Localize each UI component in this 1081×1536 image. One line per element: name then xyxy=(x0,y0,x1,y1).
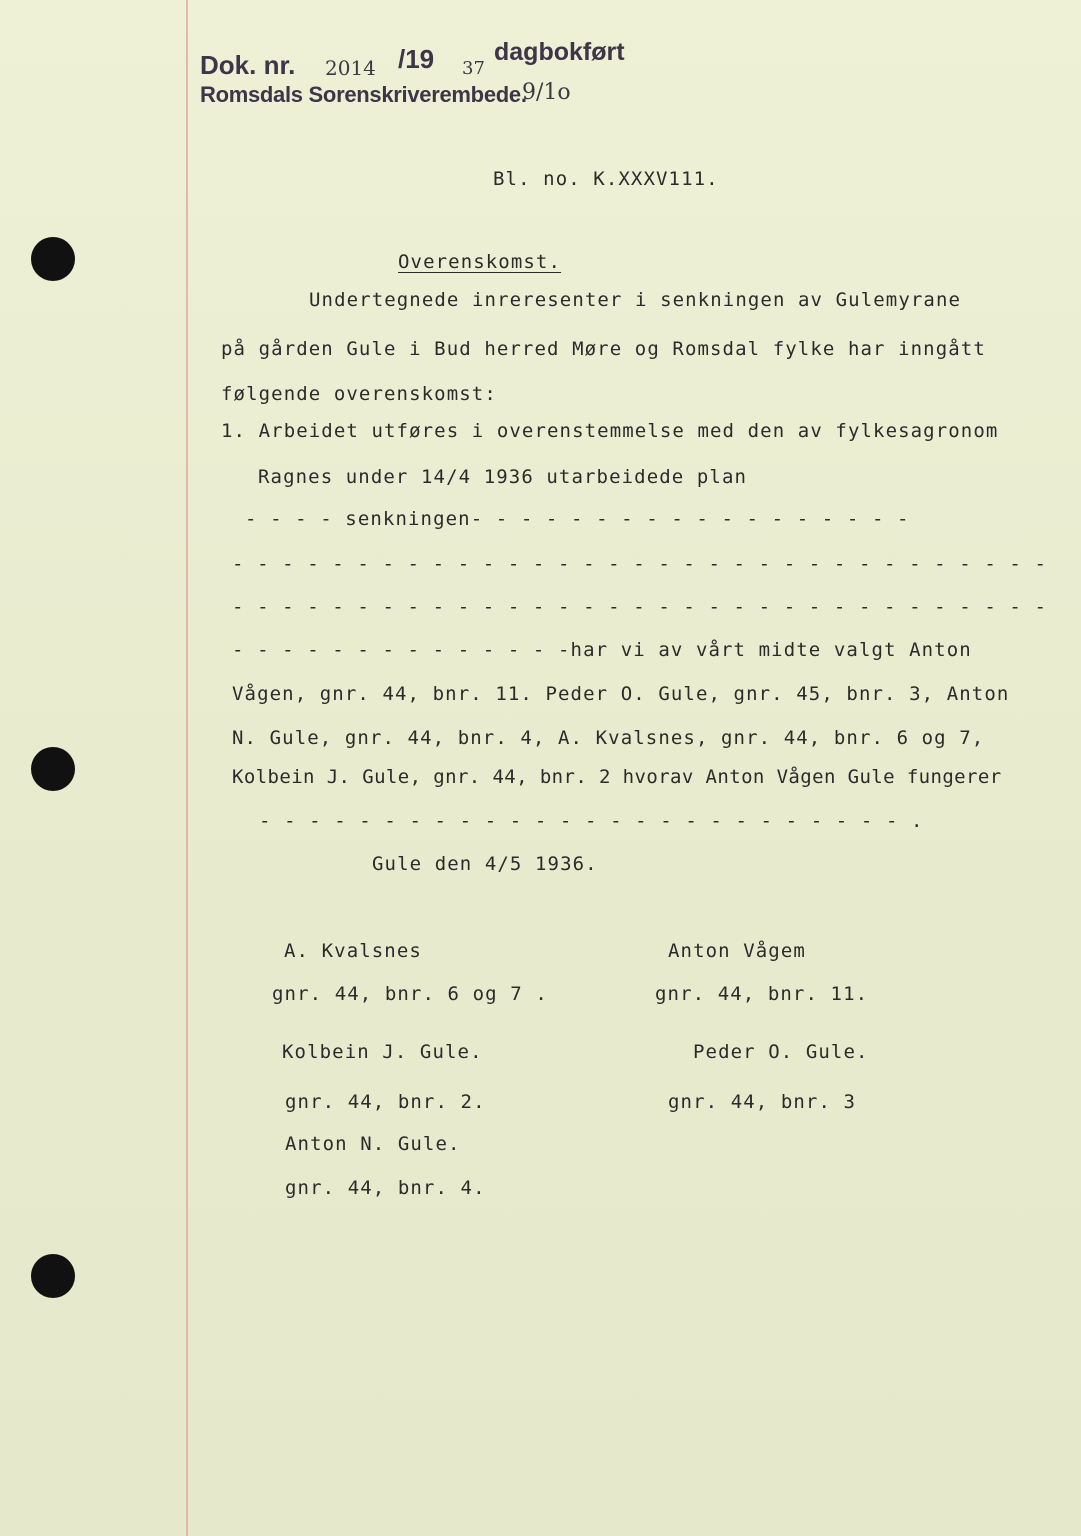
dagbokfort-stamp: dagbokført xyxy=(494,38,625,66)
body-line: Undertegnede inreresenter i senkningen av Gulemyrane xyxy=(309,289,962,311)
body-line: 1. Arbeidet utføres i overenstemmelse med den av fylkesagronom xyxy=(221,420,999,442)
punch-hole-middle xyxy=(31,747,75,791)
signature-name: Anton Vågem xyxy=(668,940,806,962)
date-line: Gule den 4/5 1936. xyxy=(372,853,598,875)
signature-property: gnr. 44, bnr. 4. xyxy=(285,1177,486,1199)
dok-label: Dok. nr. xyxy=(200,50,296,80)
body-line: - - - - senkningen- - - - - - - - - - - - - - - - - - xyxy=(245,508,910,530)
signature-name: Anton N. Gule. xyxy=(285,1133,461,1155)
dash-line: - - - - - - - - - - - - - - - - - - - - - - - - - - - - - - - - - xyxy=(232,596,1048,618)
office-stamp: Romsdals Sorenskriverembede. xyxy=(200,82,527,107)
signature-property: gnr. 44, bnr. 6 og 7 . xyxy=(272,983,548,1005)
body-line: på gården Gule i Bud herred Møre og Romsdal fylke har inngått xyxy=(221,338,986,360)
signature-property: gnr. 44, bnr. 3 xyxy=(668,1091,857,1113)
dash-line: - - - - - - - - - - - - - - - - - - - - - - - - - - . xyxy=(259,810,924,832)
body-line: Vågen, gnr. 44, bnr. 11. Peder O. Gule, gnr. 45, bnr. 3, Anton xyxy=(232,683,1010,705)
signature-property: gnr. 44, bnr. 11. xyxy=(655,983,869,1005)
signature-name: Peder O. Gule. xyxy=(693,1041,869,1063)
document-title: Overenskomst. xyxy=(398,251,562,273)
signature-name: A. Kvalsnes xyxy=(284,940,422,962)
body-line: - - - - - - - - - - - - - -har vi av vårt midte valgt Anton xyxy=(232,639,972,661)
year-suffix: 37 xyxy=(462,58,485,79)
punch-hole-bottom xyxy=(31,1254,75,1298)
signature-name: Kolbein J. Gule. xyxy=(282,1041,483,1063)
year-prefix: /19 xyxy=(398,44,435,74)
body-line: Ragnes under 14/4 1936 utarbeidede plan xyxy=(258,466,748,488)
punch-hole-top xyxy=(31,237,75,281)
body-line: følgende overenskomst: xyxy=(221,383,497,405)
sheet-reference: Bl. no. K.XXXV111. xyxy=(493,168,719,190)
body-line: N. Gule, gnr. 44, bnr. 4, A. Kvalsnes, gnr. 44, bnr. 6 og 7, xyxy=(232,727,985,749)
dash-line: - - - - - - - - - - - - - - - - - - - - - - - - - - - - - - - - - xyxy=(232,553,1048,575)
doc-number: 2014 xyxy=(325,56,376,80)
margin-rule xyxy=(186,0,188,1536)
body-line: Kolbein J. Gule, gnr. 44, bnr. 2 hvorav Anton Vågen Gule fungerer xyxy=(232,766,1002,788)
signature-property: gnr. 44, bnr. 2. xyxy=(285,1091,486,1113)
date-handwritten: 9/1o xyxy=(522,80,571,105)
